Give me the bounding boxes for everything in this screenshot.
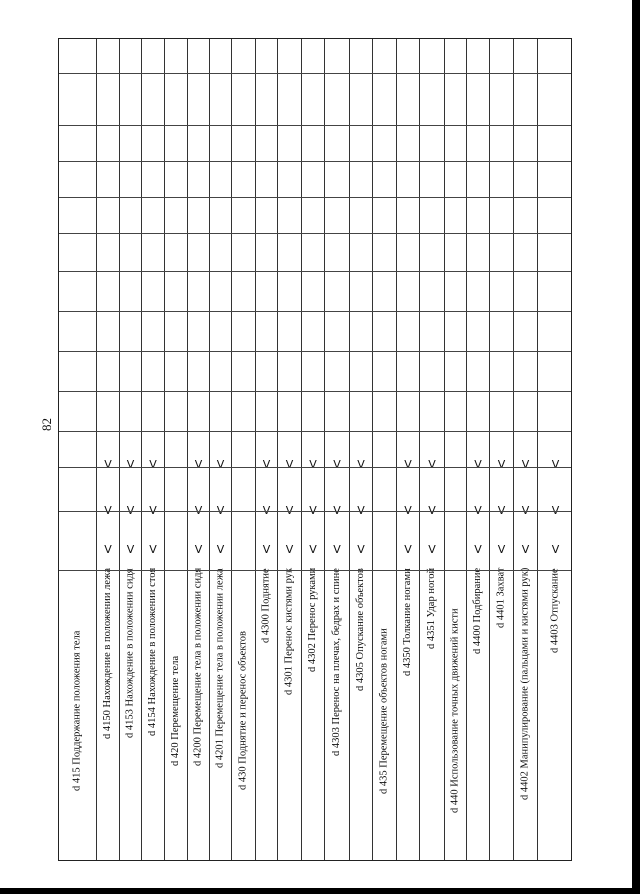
table-section-heading: [164, 39, 187, 860]
check-mark: [165, 541, 187, 559]
check-mark: V: [104, 458, 112, 471]
scan-edge-bottom: [0, 888, 640, 894]
check-mark: V: [285, 543, 294, 556]
row-label: d 4401 Захват: [495, 568, 507, 629]
check-mark: [445, 456, 466, 474]
check-mark: V: [474, 458, 482, 471]
row-label: d 4402 Манипулирование (пальцами и кистями рук): [519, 568, 531, 801]
check-mark: [373, 541, 396, 559]
table-row: [513, 39, 537, 860]
grid-line: [59, 197, 571, 198]
grid-line: [59, 73, 571, 74]
check-mark: V: [428, 458, 436, 471]
check-mark: V: [126, 504, 135, 517]
section-heading-label: d 440 Использование точных движений кисти: [449, 608, 461, 814]
grid-line: [59, 391, 571, 392]
check-mark: V: [428, 504, 436, 517]
table-row: [537, 39, 573, 860]
table-row: [466, 39, 489, 860]
check-mark: V: [262, 504, 271, 517]
check-mark: V: [474, 504, 482, 517]
check-mark: [165, 456, 187, 474]
check-mark: V: [357, 458, 365, 471]
check-mark: V: [551, 504, 560, 517]
check-mark: V: [497, 543, 506, 556]
check-mark: V: [357, 543, 365, 556]
table-row: [209, 39, 231, 860]
table-row: [349, 39, 372, 860]
label-band-divider: [59, 570, 571, 571]
table-row: [324, 39, 349, 860]
grid-line: [59, 271, 571, 272]
grid-line: [59, 233, 571, 234]
table-row: [141, 39, 164, 860]
row-label: d 4153 Нахождение в положении сидя: [124, 568, 136, 738]
check-mark: V: [551, 458, 560, 471]
table-section-heading: [372, 39, 396, 860]
row-label: d 4350 Толкание ногами: [401, 568, 413, 676]
check-mark: V: [194, 458, 203, 471]
table-row: [96, 39, 119, 860]
row-label: d 4303 Перенос на плечах, бедрах и спине: [330, 568, 342, 756]
check-mark: [373, 456, 396, 474]
table-section-heading: [231, 39, 255, 860]
check-mark: V: [126, 543, 135, 556]
check-mark: [59, 541, 96, 559]
check-mark: V: [216, 458, 225, 471]
grid-line: [59, 125, 571, 126]
grid-line: [59, 511, 571, 512]
check-mark: V: [551, 543, 560, 556]
table-row: [489, 39, 513, 860]
check-mark: V: [497, 504, 506, 517]
row-label: d 4351 Удар ногой: [425, 568, 437, 650]
section-heading-label: d 435 Перемещение объектов ногами: [378, 628, 390, 794]
grid-line: [59, 161, 571, 162]
grid-line: [59, 351, 571, 352]
check-mark: V: [521, 543, 530, 556]
check-mark: V: [357, 504, 365, 517]
check-mark: [232, 541, 255, 559]
table-row: [119, 39, 141, 860]
grid-line: [59, 311, 571, 312]
table-row: [301, 39, 324, 860]
check-mark: V: [333, 504, 341, 517]
check-mark: V: [194, 504, 203, 517]
check-mark: V: [262, 458, 271, 471]
check-mark: V: [404, 458, 412, 471]
check-mark: V: [404, 504, 412, 517]
check-mark: V: [333, 458, 341, 471]
check-mark: V: [285, 504, 294, 517]
table-row: [187, 39, 209, 860]
check-mark: [59, 456, 96, 474]
row-label: d 4305 Опускание объектов: [354, 568, 366, 691]
row-label: d 4200 Перемещение тела в положении сидя: [192, 568, 204, 767]
section-heading-label: d 415 Поддержание положения тела: [71, 630, 83, 792]
grid-line: [59, 431, 571, 432]
check-mark: [232, 456, 255, 474]
check-mark: V: [404, 543, 412, 556]
check-mark: V: [149, 504, 157, 517]
check-mark: V: [497, 458, 506, 471]
section-heading-label: d 420 Перемещение тела: [169, 655, 181, 767]
check-mark: [445, 541, 466, 559]
table-section-heading: [59, 39, 96, 860]
check-mark: V: [216, 504, 225, 517]
check-mark: V: [104, 504, 112, 517]
table-row: [277, 39, 301, 860]
check-mark: V: [309, 458, 317, 471]
row-label: d 4201 Перемещение тела в положении лежа: [214, 568, 226, 768]
check-mark: V: [428, 543, 436, 556]
check-mark: V: [149, 543, 157, 556]
check-mark: V: [333, 543, 341, 556]
section-heading-label: d 430 Поднятие и перенос объектов: [237, 631, 249, 791]
check-mark: V: [216, 543, 225, 556]
row-label: d 4400 Подбирание: [471, 568, 483, 655]
assessment-table: [58, 38, 572, 861]
table-row: [419, 39, 444, 860]
grid-line: [59, 467, 571, 468]
row-label: d 4150 Нахождение в положении лежа: [101, 568, 113, 739]
check-mark: V: [474, 543, 482, 556]
check-mark: V: [309, 504, 317, 517]
check-mark: V: [309, 543, 317, 556]
page-number: 82: [39, 418, 54, 432]
row-label: d 4403 Отпускание: [549, 568, 561, 653]
check-mark: V: [104, 543, 112, 556]
check-mark: V: [149, 458, 157, 471]
check-mark: V: [521, 458, 530, 471]
table-row: [396, 39, 419, 860]
row-label: d 4302 Перенос руками: [306, 568, 318, 673]
table-section-heading: [444, 39, 466, 860]
scan-edge-right: [632, 0, 640, 894]
table-row: [255, 39, 277, 860]
row-label: d 4301 Перенос кистями рук: [283, 568, 295, 696]
check-mark: V: [262, 543, 271, 556]
check-mark: V: [126, 458, 135, 471]
check-mark: V: [521, 504, 530, 517]
check-mark: V: [194, 543, 203, 556]
check-mark: V: [285, 458, 294, 471]
row-label: d 4154 Нахождение в положении стоя: [146, 568, 158, 737]
row-label: d 4300 Поднятие: [260, 568, 272, 643]
